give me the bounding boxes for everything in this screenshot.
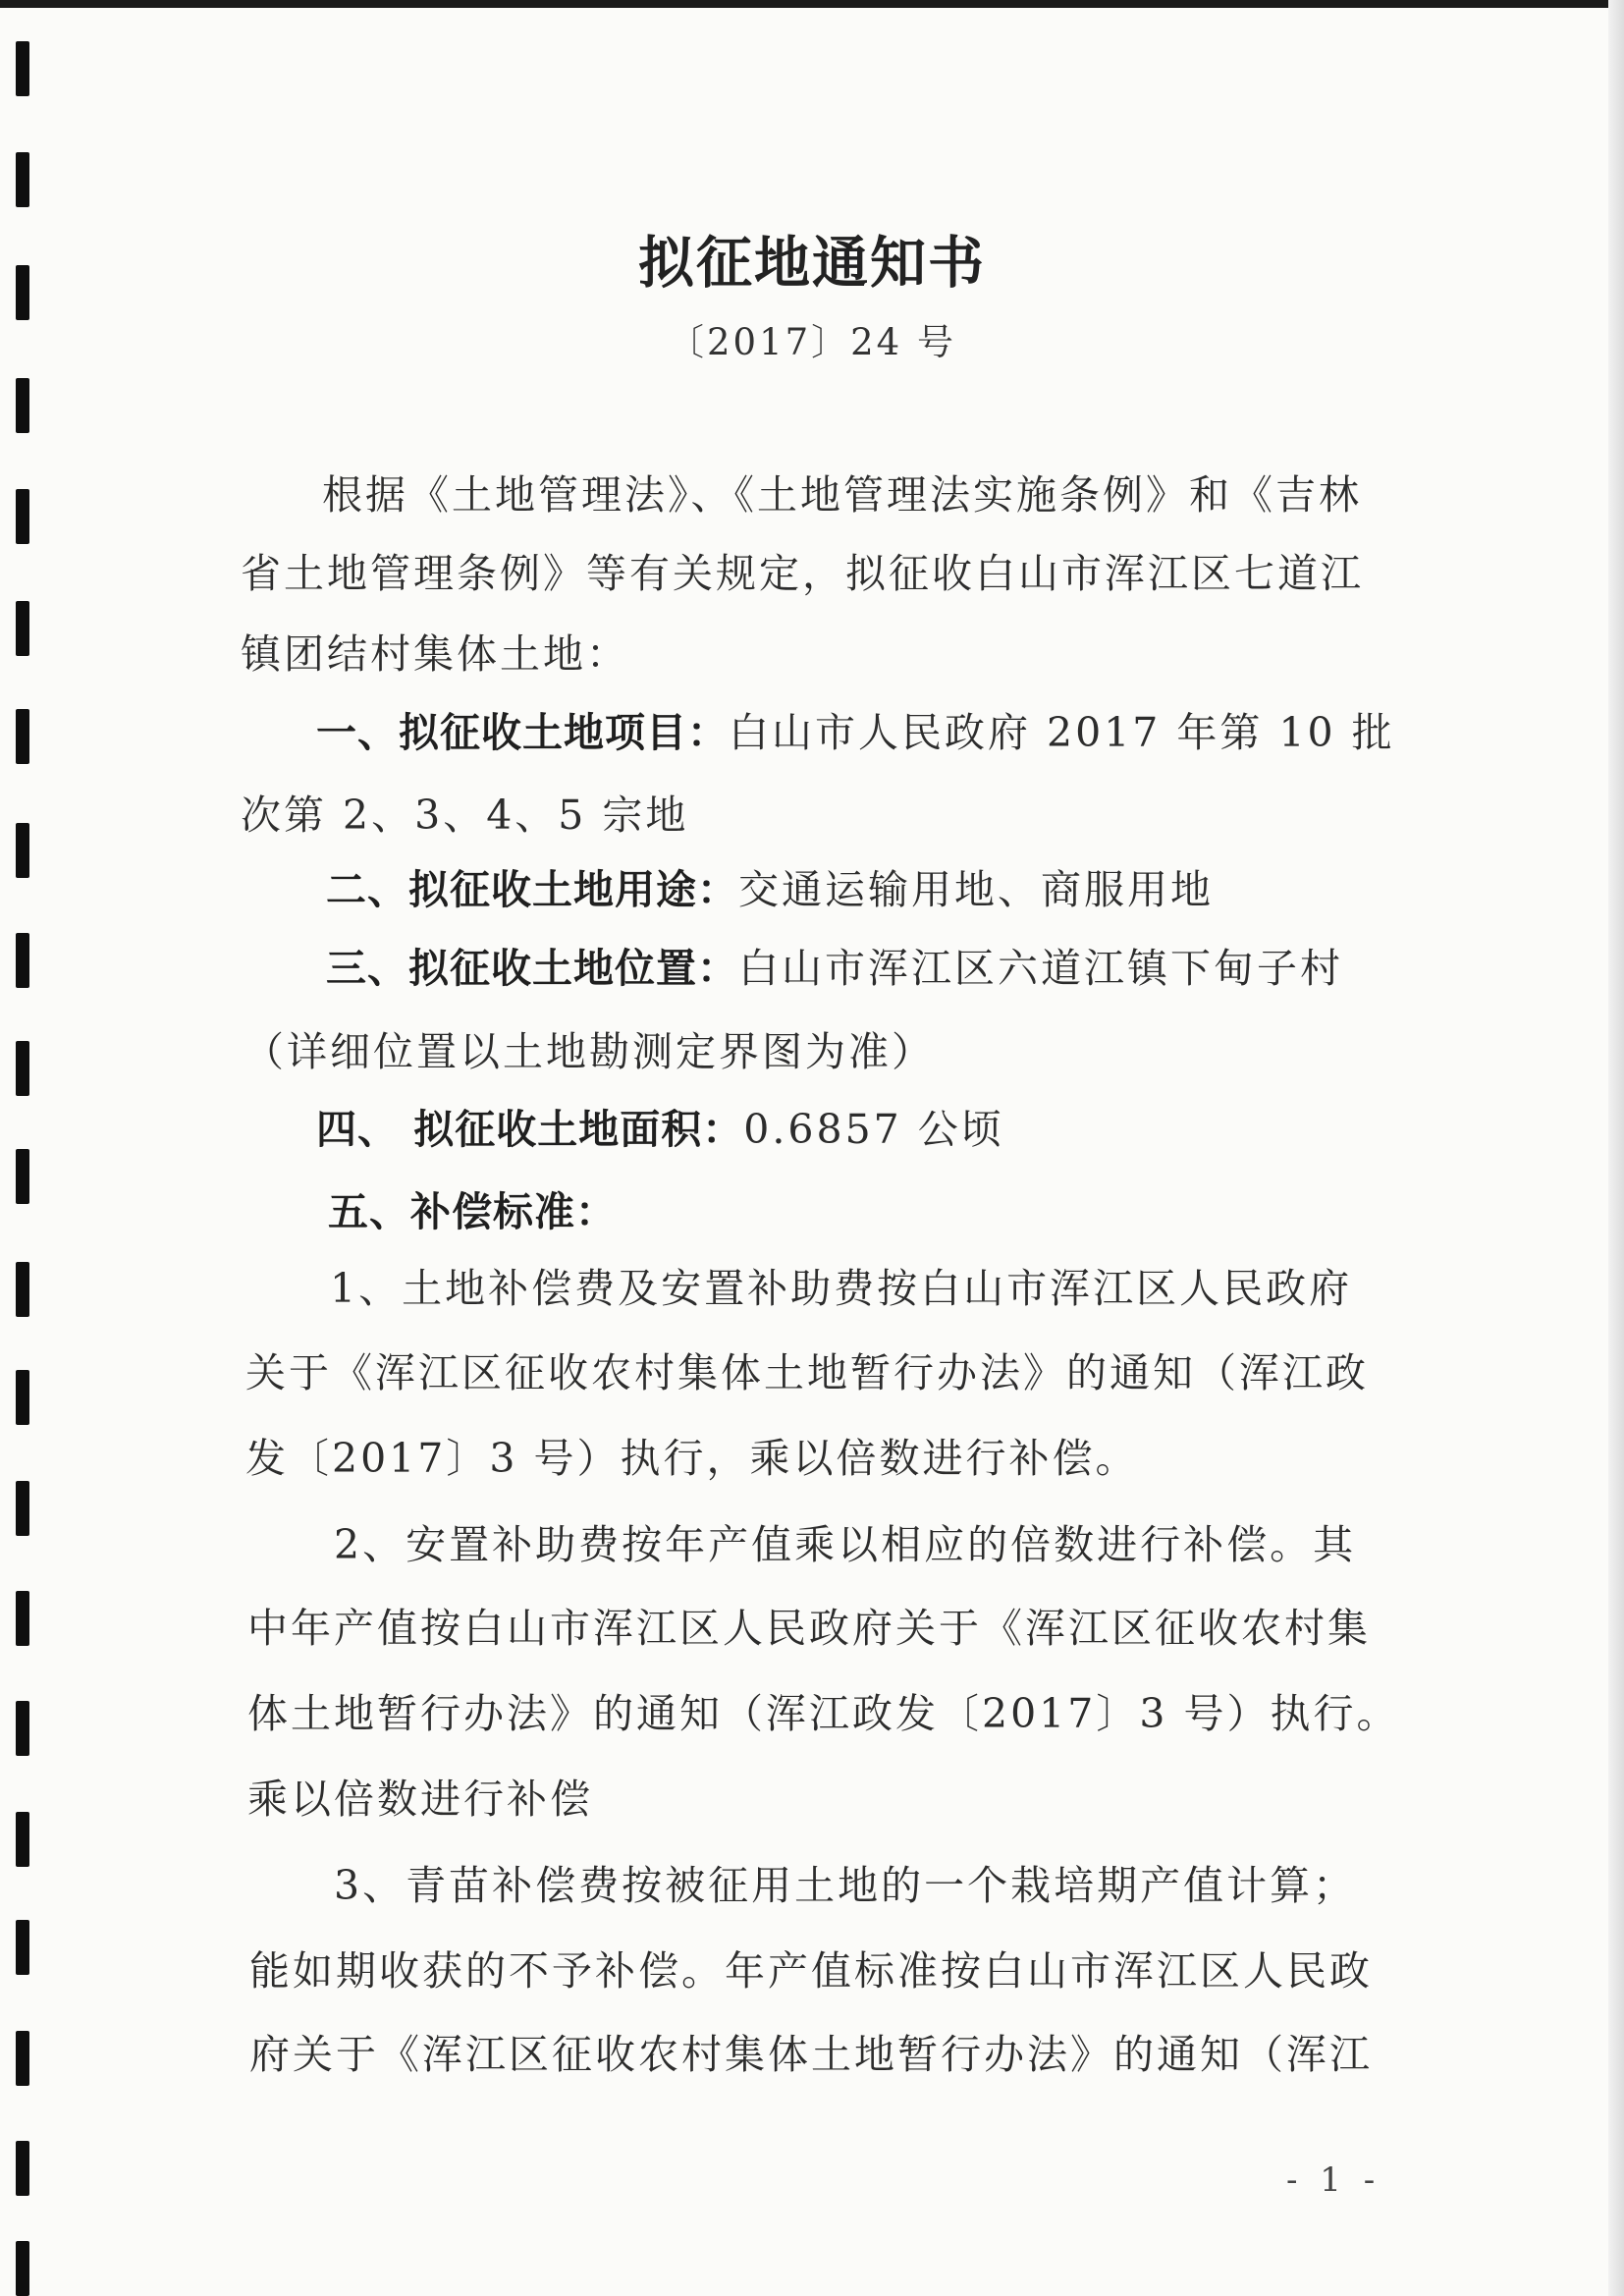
clause-2-line: 中年产值按白山市浑江区人民政府关于《浑江区征收农村集	[247, 1605, 1371, 1652]
item-use-heading: 二、拟征收土地用途：	[326, 866, 738, 913]
clause-2-line: 乘以倍数进行补偿	[247, 1776, 593, 1823]
page-number: - 1 -	[1286, 2160, 1381, 2200]
binding-hole	[16, 489, 29, 544]
binding-hole	[16, 2141, 29, 2196]
binding-hole	[16, 1370, 29, 1425]
item-area	[316, 1106, 1004, 1153]
binding-hole	[16, 1591, 29, 1646]
preamble-line: 省土地管理条例》等有关规定，拟征收白山市浑江区七道江	[241, 550, 1364, 597]
item-area-text: 0.6857 公顷	[743, 1106, 1004, 1153]
binding-hole	[16, 823, 29, 878]
clause-3-line: 3、青苗补偿费按被征用土地的一个栽培期产值计算；	[334, 1862, 1357, 1909]
binding-hole	[16, 2241, 29, 2296]
clause-3-line: 能如期收获的不予补偿。年产值标准按白山市浑江区人民政	[249, 1947, 1373, 1995]
document-number: 〔2017〕24 号	[667, 321, 956, 363]
binding-hole	[16, 1920, 29, 1975]
preamble-line: 镇团结村集体土地：	[241, 630, 629, 678]
preamble-line: 根据《土地管理法》、《土地管理法实施条例》和《吉林	[322, 471, 1362, 519]
item-use	[326, 866, 1214, 913]
clause-1-line: 发〔2017〕3 号）执行，乘以倍数进行补偿。	[245, 1435, 1139, 1482]
item-location-text: 白山市浑江区六道江镇下甸子村	[738, 945, 1343, 992]
binding-hole	[16, 1041, 29, 1096]
scan-top-edge	[0, 0, 1624, 8]
binding-hole	[16, 933, 29, 988]
clause-3-line: 府关于《浑江区征收农村集体土地暂行办法》的通知（浑江	[249, 2031, 1373, 2078]
item-project-heading: 一、拟征收土地项目：	[316, 709, 729, 756]
item-location-heading: 三、拟征收土地位置：	[326, 945, 738, 992]
item-use-text: 交通运输用地、商服用地	[738, 866, 1214, 913]
binding-hole	[16, 378, 29, 433]
clause-1-line: 1、土地补偿费及安置补助费按白山市浑江区人民政府	[330, 1265, 1353, 1312]
item-location	[326, 945, 1343, 992]
document-title: 拟征地通知书	[638, 231, 986, 296]
binding-hole	[16, 41, 29, 96]
binding-hole	[16, 1149, 29, 1204]
clause-1-line: 关于《浑江区征收农村集体土地暂行办法》的通知（浑江政	[245, 1349, 1369, 1396]
binding-hole	[16, 1812, 29, 1867]
binding-hole	[16, 152, 29, 207]
binding-hole	[16, 601, 29, 656]
item-compensation-heading: 五、补偿标准：	[328, 1188, 617, 1235]
binding-hole	[16, 1701, 29, 1756]
clause-2-line: 体土地暂行办法》的通知（浑江政发〔2017〕3 号）执行。	[247, 1690, 1400, 1737]
binding-hole	[16, 2031, 29, 2086]
item-project-continuation: 次第 2、3、4、5 宗地	[241, 792, 689, 839]
binding-hole	[16, 1481, 29, 1536]
item-project-text: 白山市人民政府 2017 年第 10 批	[729, 709, 1395, 756]
item-location-continuation: （详细位置以土地勘测定界图为准）	[244, 1028, 935, 1075]
binding-hole	[16, 709, 29, 764]
item-compensation	[328, 1188, 617, 1235]
binding-hole	[16, 1262, 29, 1317]
clause-2-line: 2、安置补助费按年产值乘以相应的倍数进行补偿。其	[334, 1521, 1357, 1568]
item-area-heading: 四、 拟征收土地面积：	[316, 1106, 744, 1153]
item-project	[316, 709, 1395, 756]
